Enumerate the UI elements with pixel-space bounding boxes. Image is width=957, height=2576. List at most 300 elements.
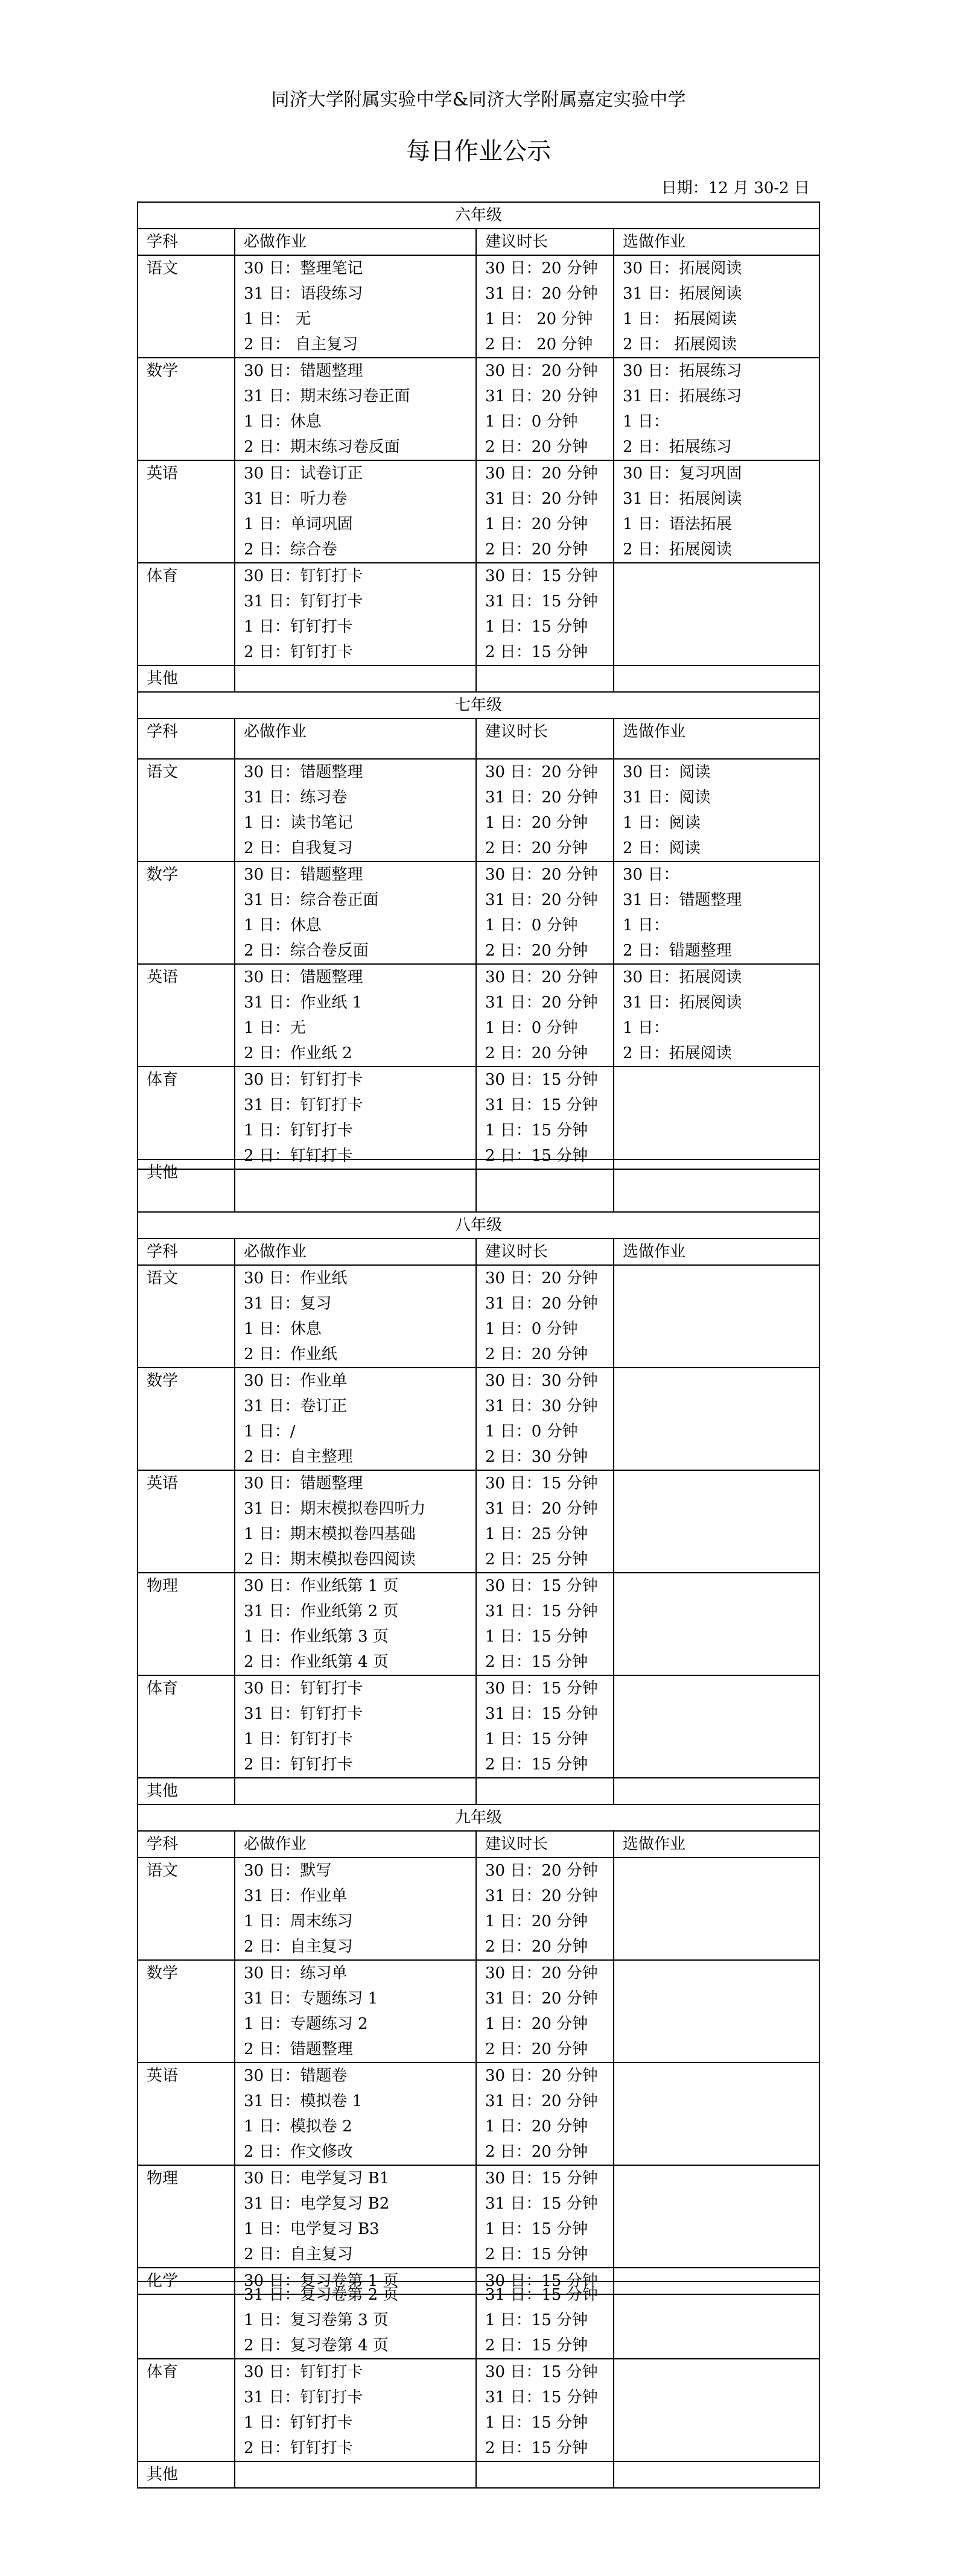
column-header-duration: 建议时长 [476, 1831, 614, 1857]
other-label: 其他 [138, 1778, 235, 1804]
homework-line: 31 日：阅读 [623, 788, 711, 807]
optional-homework-cell [614, 2282, 819, 2359]
subject-row [138, 1368, 819, 1470]
homework-line: 30 日：20 分钟 [485, 866, 598, 884]
homework-line: 2 日：拓展阅读 [623, 1044, 732, 1062]
homework-line: 1 日：15 分钟 [485, 1628, 588, 1646]
column-header-subject: 学科 [138, 229, 235, 255]
column-header-required: 必做作业 [235, 1831, 476, 1857]
column-header-duration: 建议时长 [476, 1239, 614, 1265]
homework-line: 1 日： 拓展阅读 [623, 310, 737, 328]
homework-line: 31 日：期末练习卷正面 [244, 387, 410, 405]
required-homework-cell [235, 1470, 476, 1573]
other-row [138, 665, 819, 692]
required-homework-cell [235, 2063, 476, 2165]
suggested-duration-cell [476, 2063, 614, 2165]
homework-line: 1 日：15 分钟 [485, 1121, 588, 1140]
homework-line: 2 日：自主复习 [244, 2245, 353, 2264]
homework-line: 31 日：20 分钟 [485, 387, 598, 405]
required-homework-cell [235, 861, 476, 964]
homework-line: 31 日：15 分钟 [485, 2388, 598, 2406]
grade-title: 九年级 [138, 1804, 819, 1831]
suggested-duration-cell [476, 861, 614, 964]
suggested-duration-cell [476, 1960, 614, 2063]
suggested-duration-cell [476, 358, 614, 460]
grade-title: 六年级 [138, 202, 819, 229]
homework-line: 31 日：专题练习 1 [244, 1990, 378, 2008]
grade-header-row [138, 1804, 819, 1831]
homework-line: 30 日：20 分钟 [485, 1964, 598, 1982]
homework-line: 30 日：20 分钟 [485, 968, 598, 986]
suggested-duration-cell [476, 2359, 614, 2461]
subject-name-empty [138, 2282, 235, 2359]
subject-name: 英语 [138, 460, 235, 563]
other-label: 其他 [138, 665, 235, 692]
homework-line: 1 日：电学复习 B3 [244, 2220, 380, 2238]
suggested-duration-cell [476, 1368, 614, 1470]
other-cell [476, 1778, 614, 1804]
homework-line: 1 日：作业纸第 3 页 [244, 1628, 389, 1646]
required-homework-cell [235, 1265, 476, 1368]
homework-line: 30 日：试卷订正 [244, 465, 363, 483]
homework-line: 1 日：期末模拟卷四基础 [244, 1525, 416, 1543]
homework-line: 1 日： [623, 1019, 669, 1037]
homework-line: 31 日：练习卷 [244, 788, 348, 807]
optional-homework-cell [614, 255, 819, 358]
homework-line: 31 日：20 分钟 [485, 1295, 598, 1313]
grade-header-row [138, 1212, 819, 1239]
homework-line: 1 日：0 分钟 [485, 413, 578, 431]
homework-line: 30 日：作业纸第 1 页 [244, 1577, 399, 1595]
suggested-duration-cell [476, 563, 614, 665]
homework-line: 1 日：语法拓展 [623, 515, 732, 533]
homework-line: 2 日：20 分钟 [485, 839, 588, 857]
homework-line: 1 日：0 分钟 [485, 1423, 578, 1441]
required-homework-cell [235, 1573, 476, 1675]
homework-line: 31 日：作业纸第 2 页 [244, 1602, 399, 1620]
homework-line: 1 日：休息 [244, 916, 322, 934]
homework-line: 1 日：0 分钟 [485, 1320, 578, 1338]
optional-homework-cell [614, 861, 819, 964]
homework-line: 30 日：阅读 [623, 763, 711, 781]
column-header-required: 必做作业 [235, 229, 476, 255]
subject-name: 物理 [138, 1573, 235, 1675]
column-header-duration: 建议时长 [476, 229, 614, 255]
subject-row [138, 1573, 819, 1675]
suggested-duration-cell [476, 1857, 614, 1960]
subject-name: 英语 [138, 1470, 235, 1573]
other-cell [614, 1778, 819, 1804]
homework-line: 1 日：/ [244, 1423, 296, 1441]
homework-line: 1 日：15 分钟 [485, 1730, 588, 1748]
homework-table-part-3 [137, 2281, 819, 2489]
suggested-duration-cell [476, 1265, 614, 1368]
column-header-required: 必做作业 [235, 719, 476, 759]
column-header-row [138, 1239, 819, 1265]
optional-homework-cell [614, 1067, 819, 1169]
grade-header-row [138, 202, 819, 229]
homework-line: 2 日：15 分钟 [485, 2336, 588, 2355]
suggested-duration-cell [476, 1067, 614, 1169]
subject-row [138, 1675, 819, 1778]
homework-line: 31 日：20 分钟 [485, 285, 598, 303]
homework-line: 30 日：20 分钟 [485, 465, 598, 483]
homework-line: 2 日： 自主复习 [244, 335, 358, 354]
homework-line: 1 日：钉钉打卡 [244, 2414, 353, 2432]
homework-line: 31 日：15 分钟 [485, 1705, 598, 1723]
homework-line: 31 日：电学复习 B2 [244, 2195, 390, 2213]
other-cell [476, 665, 614, 692]
homework-line: 30 日：错题整理 [244, 1474, 363, 1493]
homework-line: 2 日：20 分钟 [485, 1345, 588, 1363]
homework-line: 1 日：周末练习 [244, 1912, 353, 1930]
homework-line: 1 日：钉钉打卡 [244, 618, 353, 636]
homework-line: 2 日：15 分钟 [485, 2245, 588, 2264]
homework-line: 30 日：错题整理 [244, 866, 363, 884]
homework-line: 30 日：20 分钟 [485, 2067, 598, 2085]
homework-line: 1 日：20 分钟 [485, 1912, 588, 1930]
homework-line: 30 日：20 分钟 [485, 763, 598, 781]
subject-name: 化学 [138, 2268, 235, 2294]
suggested-duration-cell [476, 460, 614, 563]
column-header-duration: 建议时长 [476, 719, 614, 759]
homework-line: 30 日：15 分钟 [485, 2272, 598, 2290]
column-header-row [138, 229, 819, 255]
homework-line: 31 日：听力卷 [244, 490, 348, 508]
homework-line: 30 日：拓展练习 [623, 362, 742, 380]
subject-name: 语文 [138, 255, 235, 358]
homework-line: 2 日：20 分钟 [485, 2040, 588, 2058]
other-cell [235, 1160, 476, 1212]
homework-line: 30 日： [623, 866, 679, 884]
homework-line: 31 日：拓展练习 [623, 387, 742, 405]
homework-line: 31 日：卷订正 [244, 1397, 348, 1415]
required-homework-cell [235, 964, 476, 1067]
homework-line: 1 日：20 分钟 [485, 515, 588, 533]
homework-line: 30 日：电学复习 B1 [244, 2169, 390, 2187]
optional-homework-cell [614, 2063, 819, 2165]
other-label: 其他 [138, 2461, 235, 2488]
homework-line: 30 日：15 分钟 [485, 1680, 598, 1698]
subject-name: 英语 [138, 2063, 235, 2165]
homework-line: 2 日：15 分钟 [485, 643, 588, 661]
homework-line: 2 日：15 分钟 [485, 1653, 588, 1671]
homework-line: 30 日：20 分钟 [485, 1862, 598, 1880]
subject-name: 语文 [138, 1265, 235, 1368]
subject-name: 英语 [138, 964, 235, 1067]
homework-line: 31 日：钉钉打卡 [244, 1096, 363, 1114]
other-cell [614, 1160, 819, 1212]
required-homework-cell [235, 2282, 476, 2359]
homework-line: 30 日：复习卷第 1 页 [244, 2272, 399, 2290]
homework-line: 31 日：20 分钟 [485, 1990, 598, 2008]
homework-line: 2 日：阅读 [623, 839, 701, 857]
optional-homework-cell [614, 563, 819, 665]
subject-row [138, 964, 819, 1067]
required-homework-cell [235, 1857, 476, 1960]
homework-line: 1 日： [623, 916, 669, 934]
optional-homework-cell [614, 2359, 819, 2461]
homework-line: 30 日：错题整理 [244, 968, 363, 986]
column-header-optional: 选做作业 [614, 1239, 819, 1265]
homework-line: 2 日： 20 分钟 [485, 335, 593, 354]
homework-line: 2 日：错题整理 [244, 2040, 353, 2058]
column-header-row [138, 1831, 819, 1857]
homework-line: 2 日：自主复习 [244, 1938, 353, 1956]
required-homework-cell [235, 460, 476, 563]
homework-line: 30 日：钉钉打卡 [244, 2363, 363, 2381]
homework-line: 2 日：自主整理 [244, 1448, 353, 1466]
homework-line: 31 日：15 分钟 [485, 2286, 598, 2304]
homework-line: 2 日：自我复习 [244, 839, 353, 857]
suggested-duration-cell [476, 255, 614, 358]
optional-homework-cell [614, 964, 819, 1067]
homework-line: 2 日：作业纸第 4 页 [244, 1653, 389, 1671]
column-header-optional: 选做作业 [614, 1831, 819, 1857]
subject-row [138, 255, 819, 358]
subject-name: 体育 [138, 1675, 235, 1778]
subject-row [138, 861, 819, 964]
homework-line: 30 日：15 分钟 [485, 2363, 598, 2381]
suggested-duration-cell [476, 964, 614, 1067]
homework-line: 2 日：拓展练习 [623, 438, 732, 456]
required-homework-cell [235, 563, 476, 665]
homework-line: 31 日：拓展阅读 [623, 285, 742, 303]
homework-line: 30 日：钉钉打卡 [244, 1680, 363, 1698]
homework-line: 1 日：单词巩固 [244, 515, 353, 533]
homework-line: 30 日：错题整理 [244, 763, 363, 781]
homework-line: 30 日：错题整理 [244, 362, 363, 380]
homework-line: 1 日：模拟卷 2 [244, 2118, 352, 2136]
homework-line: 30 日：默写 [244, 1862, 332, 1880]
homework-line: 31 日：钉钉打卡 [244, 1705, 363, 1723]
homework-line: 2 日：20 分钟 [485, 2143, 588, 2161]
homework-line: 1 日：15 分钟 [485, 618, 588, 636]
date-label: 日期：12 月 30-2 日 [661, 179, 810, 197]
subject-row [138, 759, 819, 861]
required-homework-cell [235, 255, 476, 358]
homework-line: 30 日：作业纸 [244, 1269, 348, 1287]
homework-line: 1 日：专题练习 2 [244, 2015, 368, 2033]
homework-line: 30 日：整理笔记 [244, 259, 363, 278]
subject-row [138, 1067, 819, 1169]
homework-line: 30 日：15 分钟 [485, 1474, 598, 1493]
homework-line: 30 日：20 分钟 [485, 259, 598, 278]
homework-line: 30 日：15 分钟 [485, 1071, 598, 1089]
homework-line: 2 日：钉钉打卡 [244, 1147, 353, 1165]
homework-line: 31 日：15 分钟 [485, 2195, 598, 2213]
homework-line: 30 日：钉钉打卡 [244, 567, 363, 585]
homework-line: 1 日：20 分钟 [485, 814, 588, 832]
homework-line: 2 日：复习卷第 4 页 [244, 2336, 389, 2355]
homework-line: 1 日： [623, 413, 669, 431]
homework-line: 2 日：错题整理 [623, 942, 732, 960]
suggested-duration-cell [476, 2165, 614, 2268]
homework-line: 1 日：钉钉打卡 [244, 1121, 353, 1140]
page-title: 每日作业公示 [406, 138, 551, 165]
homework-line: 1 日：休息 [244, 413, 322, 431]
other-row [138, 2461, 819, 2488]
homework-line: 30 日：15 分钟 [485, 2169, 598, 2187]
optional-homework-cell [614, 1470, 819, 1573]
homework-line: 2 日： 拓展阅读 [623, 335, 737, 354]
optional-homework-cell [614, 2165, 819, 2268]
subject-row [138, 1857, 819, 1960]
required-homework-cell [235, 759, 476, 861]
homework-line: 31 日：期末模拟卷四听力 [244, 1500, 426, 1518]
homework-line: 31 日：拓展阅读 [623, 490, 742, 508]
homework-line: 1 日：0 分钟 [485, 916, 578, 934]
homework-line: 1 日：阅读 [623, 814, 701, 832]
subject-name: 物理 [138, 2165, 235, 2268]
homework-line: 2 日：钉钉打卡 [244, 643, 353, 661]
school-name: 同济大学附属实验中学&同济大学附属嘉定实验中学 [271, 89, 686, 110]
subject-name: 体育 [138, 1067, 235, 1169]
subject-name: 体育 [138, 563, 235, 665]
subject-name: 数学 [138, 861, 235, 964]
other-row [138, 1778, 819, 1804]
subject-name: 语文 [138, 759, 235, 861]
column-header-subject: 学科 [138, 1239, 235, 1265]
homework-line: 31 日：语段练习 [244, 285, 363, 303]
homework-line: 2 日：作文修改 [244, 2143, 353, 2161]
subject-row [138, 460, 819, 563]
required-homework-cell [235, 2165, 476, 2268]
homework-line: 31 日：复习卷第 2 页 [244, 2286, 399, 2304]
homework-line: 2 日：期末模拟卷四阅读 [244, 1550, 416, 1569]
homework-line: 2 日：20 分钟 [485, 1938, 588, 1956]
column-header-required: 必做作业 [235, 1239, 476, 1265]
homework-line: 1 日：无 [244, 1019, 306, 1037]
subject-name: 数学 [138, 1368, 235, 1470]
homework-line: 2 日：15 分钟 [485, 1147, 588, 1165]
homework-line: 31 日：20 分钟 [485, 1500, 598, 1518]
homework-line: 1 日：0 分钟 [485, 1019, 578, 1037]
homework-line: 2 日：20 分钟 [485, 942, 588, 960]
homework-line: 31 日：模拟卷 1 [244, 2092, 363, 2110]
subject-name: 数学 [138, 1960, 235, 2063]
homework-line: 1 日：15 分钟 [485, 2414, 588, 2432]
required-homework-cell [235, 1960, 476, 2063]
homework-line: 31 日：复习 [244, 1295, 332, 1313]
optional-homework-cell [614, 1368, 819, 1470]
suggested-duration-cell [476, 1470, 614, 1573]
other-label: 其他 [138, 1160, 235, 1212]
homework-line: 30 日：20 分钟 [485, 362, 598, 380]
homework-line: 31 日：20 分钟 [485, 1887, 598, 1905]
homework-line: 2 日：期末练习卷反面 [244, 438, 400, 456]
homework-line: 31 日：20 分钟 [485, 891, 598, 909]
homework-line: 2 日：作业纸 [244, 1345, 337, 1363]
homework-line: 31 日：拓展阅读 [623, 994, 742, 1012]
subject-name: 数学 [138, 358, 235, 460]
homework-line: 31 日：15 分钟 [485, 1096, 598, 1114]
homework-line: 31 日：15 分钟 [485, 592, 598, 611]
homework-line: 2 日：25 分钟 [485, 1550, 588, 1569]
homework-line: 31 日：错题整理 [623, 891, 742, 909]
other-cell [476, 1160, 614, 1212]
required-homework-cell [235, 358, 476, 460]
other-cell [614, 665, 819, 692]
subject-row [138, 2359, 819, 2461]
homework-line: 2 日：钉钉打卡 [244, 2439, 353, 2457]
homework-line: 2 日：15 分钟 [485, 2439, 588, 2457]
subject-row [138, 2063, 819, 2165]
homework-line: 31 日：20 分钟 [485, 994, 598, 1012]
subject-row [138, 1470, 819, 1573]
optional-homework-cell [614, 759, 819, 861]
required-homework-cell [235, 1675, 476, 1778]
subject-row [138, 2165, 819, 2268]
suggested-duration-cell [476, 759, 614, 861]
optional-homework-cell [614, 460, 819, 563]
homework-line: 1 日：复习卷第 3 页 [244, 2311, 389, 2329]
optional-homework-cell [614, 1857, 819, 1960]
optional-homework-cell [614, 1265, 819, 1368]
homework-line: 30 日：钉钉打卡 [244, 1071, 363, 1089]
homework-line: 1 日： 20 分钟 [485, 310, 593, 328]
column-header-row [138, 719, 819, 759]
homework-line: 30 日：作业单 [244, 1372, 348, 1390]
required-homework-cell [235, 1067, 476, 1169]
subject-row-continued [138, 2282, 819, 2359]
homework-line: 2 日：拓展阅读 [623, 541, 732, 559]
other-cell [235, 665, 476, 692]
homework-line: 1 日：15 分钟 [485, 2220, 588, 2238]
homework-line: 1 日：钉钉打卡 [244, 1730, 353, 1748]
column-header-optional: 选做作业 [614, 229, 819, 255]
homework-line: 1 日： 无 [244, 310, 311, 328]
homework-line: 30 日：30 分钟 [485, 1372, 598, 1390]
optional-homework-cell [614, 1675, 819, 1778]
homework-line: 31 日：作业纸 1 [244, 994, 363, 1012]
other-cell [614, 2461, 819, 2488]
homework-line: 31 日：钉钉打卡 [244, 2388, 363, 2406]
homework-line: 31 日：作业单 [244, 1887, 348, 1905]
homework-line: 2 日：20 分钟 [485, 438, 588, 456]
homework-line: 1 日：20 分钟 [485, 2118, 588, 2136]
homework-line: 1 日：20 分钟 [485, 2015, 588, 2033]
homework-line: 31 日：20 分钟 [485, 490, 598, 508]
homework-line: 2 日：20 分钟 [485, 1044, 588, 1062]
homework-line: 2 日：20 分钟 [485, 541, 588, 559]
subject-row [138, 563, 819, 665]
homework-line: 30 日：拓展阅读 [623, 259, 742, 278]
homework-table-part-2 [137, 1159, 819, 2295]
column-header-optional: 选做作业 [614, 719, 819, 759]
homework-line: 31 日：30 分钟 [485, 1397, 598, 1415]
homework-line: 31 日：20 分钟 [485, 2092, 598, 2110]
homework-line: 2 日：作业纸 2 [244, 1044, 352, 1062]
other-cell [235, 2461, 476, 2488]
homework-line: 31 日：20 分钟 [485, 788, 598, 807]
homework-line: 30 日：20 分钟 [485, 1269, 598, 1287]
homework-line: 1 日：休息 [244, 1320, 322, 1338]
homework-line: 2 日：30 分钟 [485, 1448, 588, 1466]
homework-line: 2 日：15 分钟 [485, 1756, 588, 1774]
homework-line: 30 日：错题卷 [244, 2067, 348, 2085]
homework-line: 2 日：综合卷反面 [244, 942, 369, 960]
homework-line: 30 日：15 分钟 [485, 1577, 598, 1595]
homework-line: 2 日：钉钉打卡 [244, 1756, 353, 1774]
column-header-subject: 学科 [138, 1831, 235, 1857]
column-header-subject: 学科 [138, 719, 235, 759]
homework-line: 31 日：综合卷正面 [244, 891, 379, 909]
homework-line: 31 日：钉钉打卡 [244, 592, 363, 611]
grade-header-row [138, 692, 819, 719]
other-row [138, 1160, 819, 1212]
optional-homework-cell [614, 1960, 819, 2063]
